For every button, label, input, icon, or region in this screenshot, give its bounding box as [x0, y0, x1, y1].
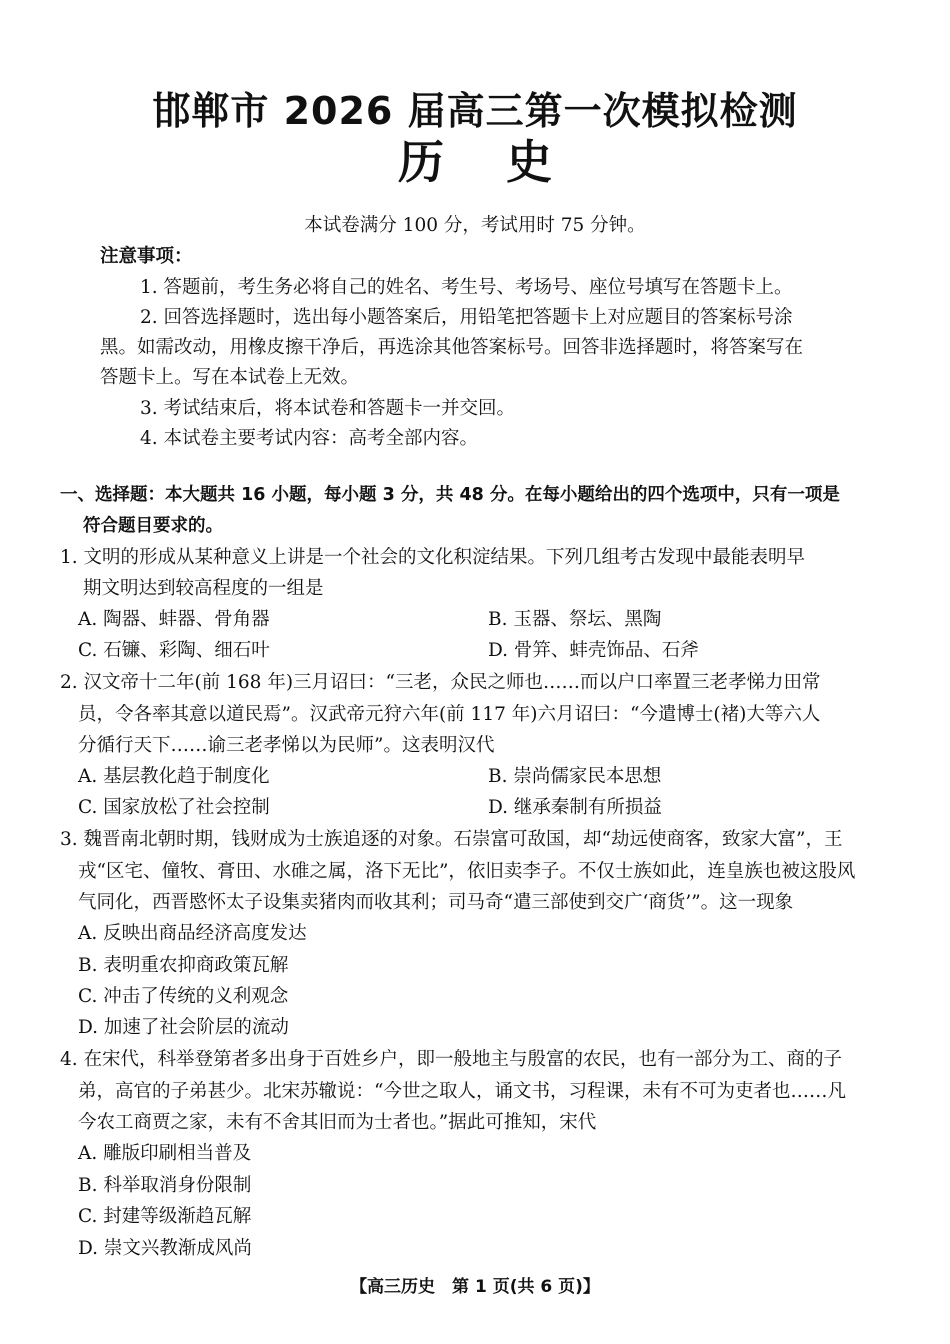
question-4-option-b: B. 科举取消身份限制	[78, 1175, 252, 1196]
question-4-stem: 4. 在宋代，科举登第者多出身于百姓乡户，即一般地主与殷富的农民，也有一部分为工、商的子	[60, 1049, 843, 1070]
question-3-stem: 气同化，西晋愍怀太子设集卖猪肉而收其利；司马奇“遣三部使到交广‘商货’”。这一现象	[78, 892, 794, 913]
question-4-option-d: D. 崇文兴教渐成风尚	[78, 1238, 252, 1259]
question-2-stem: 2. 汉文帝十二年(前 168 年)三月诏曰：“三老，众民之师也……而以户口率置三老孝悌力田常	[60, 672, 821, 693]
question-4-stem: 弟，高官的子弟甚少。北宋苏辙说：“今世之取人，诵文书，习程课，未有不可为吏者也……凡	[78, 1081, 846, 1102]
question-3-option-b: B. 表明重农抑商政策瓦解	[78, 955, 289, 976]
note-line: 黑。如需改动，用橡皮擦干净后，再选涂其他答案标号。回答非选择题时，将答案写在	[100, 337, 804, 358]
note-line: 2. 回答选择题时，选出每小题答案后，用铅笔把答题卡上对应题目的答案标号涂	[140, 307, 793, 328]
question-1-option-d: D. 骨笄、蚌壳饰品、石斧	[488, 640, 699, 661]
question-2-option-d: D. 继承秦制有所损益	[488, 797, 662, 818]
note-line: 答题卡上。写在本试卷上无效。	[100, 367, 360, 388]
question-2-stem: 分循行天下……谕三老孝悌以为民师”。这表明汉代	[78, 735, 495, 756]
question-2-option-b: B. 崇尚儒家民本思想	[488, 766, 662, 787]
note-line: 4. 本试卷主要考试内容：高考全部内容。	[140, 428, 479, 449]
question-1-option-c: C. 石镰、彩陶、细石叶	[78, 640, 270, 661]
question-3-stem: 3. 魏晋南北朝时期，钱财成为士族追逐的对象。石崇富可敌国，却“劫远使商客，致家大富”，王	[60, 829, 843, 850]
notes-heading: 注意事项：	[100, 246, 193, 267]
question-1-option-b: B. 玉器、祭坛、黑陶	[488, 609, 662, 630]
section-heading: 一、选择题：本大题共 16 小题，每小题 3 分，共 48 分。在每小题给出的四个选项中，只有一项是	[60, 485, 840, 505]
question-1-option-a: A. 陶器、蚌器、骨角器	[78, 609, 270, 630]
question-1-stem: 1. 文明的形成从某种意义上讲是一个社会的文化积淀结果。下列几组考古发现中最能表明早	[60, 547, 806, 568]
score-note: 本试卷满分 100 分，考试用时 75 分钟。	[304, 215, 646, 236]
exam-title: 邯郸市 2026 届高三第一次模拟检测	[152, 89, 798, 133]
note-line: 1. 答题前，考生务必将自己的姓名、考生号、考场号、座位号填写在答题卡上。	[140, 277, 793, 298]
question-3-option-a: A. 反映出商品经济高度发达	[78, 923, 307, 944]
question-2-option-c: C. 国家放松了社会控制	[78, 797, 270, 818]
page-footer: 【高三历史 第 1 页(共 6 页)】	[350, 1277, 600, 1297]
subject-title	[0, 126, 950, 192]
note-line: 3. 考试结束后，将本试卷和答题卡一并交回。	[140, 398, 516, 419]
subject-char-right: 史	[506, 135, 552, 189]
subject-char-left: 历	[398, 135, 444, 189]
question-3-option-c: C. 冲击了传统的义利观念	[78, 986, 289, 1007]
question-2-option-a: A. 基层教化趋于制度化	[78, 766, 270, 787]
question-3-stem: 戎“区宅、僮牧、膏田、水碓之属，洛下无比”，依旧卖李子。不仅士族如此，连皇族也被这股风	[78, 861, 856, 882]
question-1-stem: 期文明达到较高程度的一组是	[83, 578, 324, 599]
question-3-option-d: D. 加速了社会阶层的流动	[78, 1017, 289, 1038]
section-heading-cont: 符合题目要求的。	[83, 516, 223, 536]
question-4-stem: 今农工商贾之家，未有不舍其旧而为士者也。”据此可推知，宋代	[78, 1112, 597, 1133]
question-4-option-c: C. 封建等级渐趋瓦解	[78, 1206, 252, 1227]
question-2-stem: 员，令各率其意以道民焉”。汉武帝元狩六年(前 117 年)六月诏曰：“今遣博士(褚)大等六人	[78, 704, 821, 725]
question-4-option-a: A. 雕版印刷相当普及	[78, 1143, 252, 1164]
